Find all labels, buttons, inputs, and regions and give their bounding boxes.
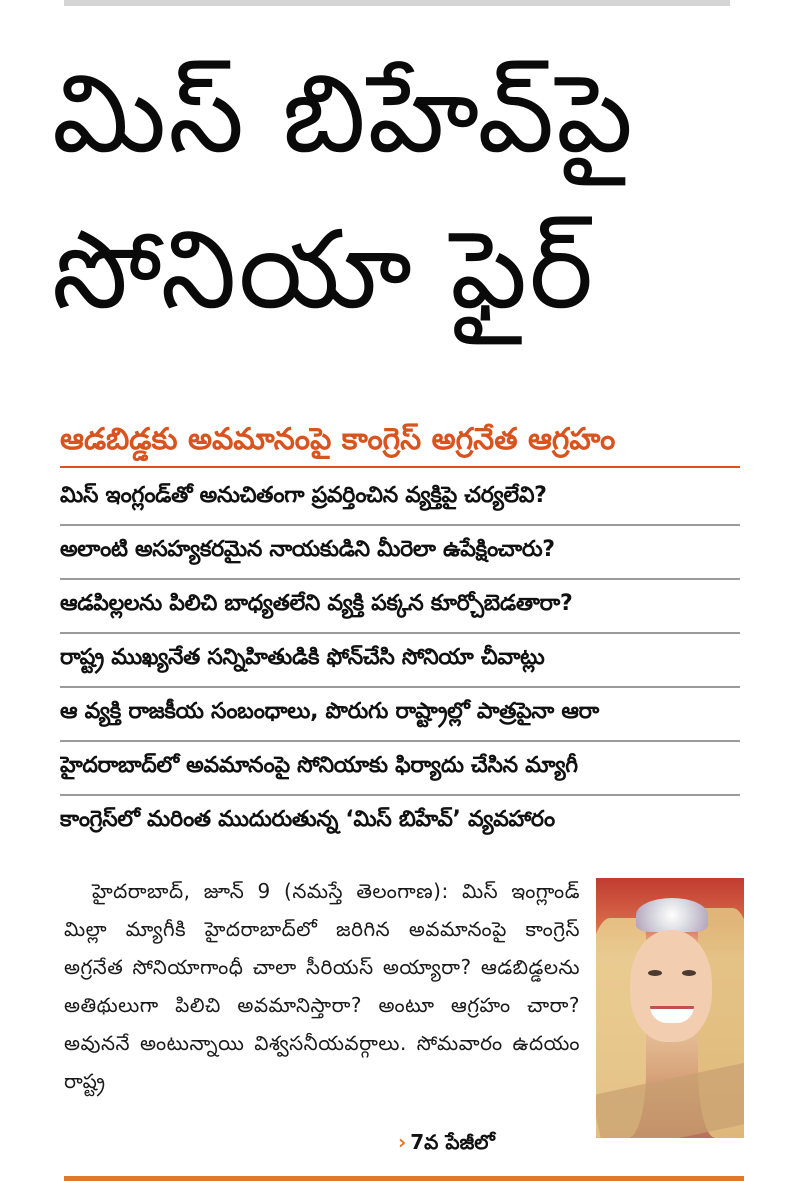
article-body — [64, 872, 580, 1100]
crown-icon — [636, 898, 708, 932]
key-point: అలాంటి అసహ్యకరమైన నాయకుడిని మీరెలా ఉపేక్షించారు? — [60, 526, 740, 580]
key-point: కాంగ్రెస్‌లో మరింత ముదురుతున్న ‘మిస్ బిహేవ్’ వ్యవహారం — [60, 807, 555, 832]
headline-line-1: మిస్ బిహేవ్‌పై — [52, 52, 635, 177]
key-point: ఆడపిల్లలను పిలిచి బాధ్యతలేని వ్యక్తి పక్కన కూర్చోబెడతారా? — [60, 580, 740, 634]
kicker-subheadline: ఆడబిడ్డకు అవమానంపై కాంగ్రెస్ అగ్రనేత ఆగ్రహం — [60, 422, 616, 457]
key-points-list — [60, 472, 740, 848]
photo-eye-right — [682, 970, 696, 976]
key-point: రాష్ట్ర ముఖ్యనేత సన్నిహితుడికి ఫోన్‌చేసి సోనియా చీవాట్లు — [60, 634, 740, 688]
key-point: హైదరాబాద్‌లో అవమానంపై సోనియాకు ఫిర్యాదు చేసిన మ్యాగీ — [60, 742, 740, 796]
continued-marker — [398, 1126, 495, 1158]
top-rule — [64, 0, 730, 6]
photo-eye-left — [648, 970, 662, 976]
continue-arrow-icon: › — [398, 1130, 407, 1154]
bottom-rule — [64, 1176, 744, 1181]
photo-miss-england — [596, 878, 744, 1138]
key-point: మిస్ ఇంగ్లండ్‌తో అనుచితంగా ప్రవర్తించిన వ్యక్తిపై చర్యలేవి? — [60, 472, 740, 526]
key-point: ఆ వ్యక్తి రాజకీయ సంబంధాలు, పొరుగు రాష్ట్రాల్లో పాత్రపైనా ఆరా — [60, 688, 740, 742]
continued-text: 7వ పేజీలో — [410, 1130, 495, 1154]
article-body-text: హైదరాబాద్, జూన్ 9 (నమస్తే తెలంగాణ): మిస్ ఇంగ్లాండ్ మిల్లా మ్యాగీకి హైదరాబాద్‌లో జరిగిన అవమానంపై కాంగ్రెస్ అగ్రనేత సోనియాగాంధీ చాలా సీరియస్ అయ్యారా? ఆడబిడ్డలను అతిథులుగా పిలిచి అవమానిస్తారా? అంటూ ఆగ్రహం చారా? అవుననే అంటున్నాయి విశ్వసనీయవర్గాలు. సోమవారం ఉదయం రాష్ట్ర — [64, 879, 580, 1093]
photo-face — [630, 930, 712, 1042]
headline-line-2: సోనియా ఫైర్ — [52, 208, 596, 333]
kicker-rule — [60, 466, 740, 468]
